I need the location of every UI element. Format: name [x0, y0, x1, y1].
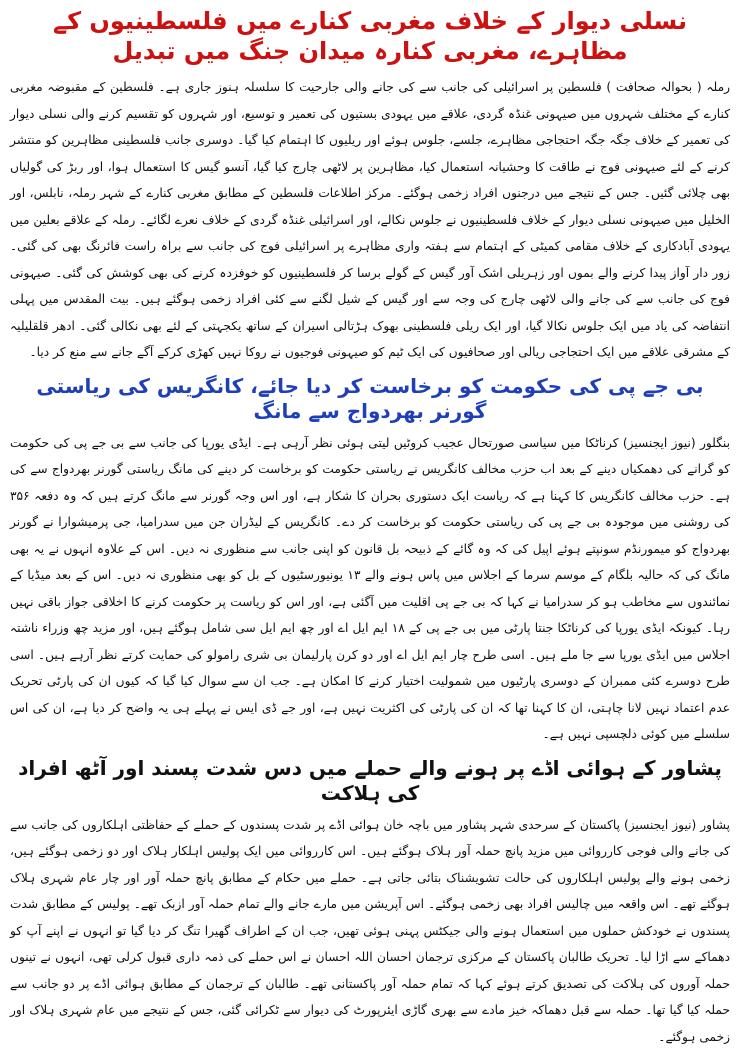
article-body: بنگلور (نیوز ایجنسیز) کرناٹکا میں سیاسی صورتحال عجیب کروٹیں لیتی ہوئی نظر آرہی ہے۔ ایڈی یورپا کی جانب سے بی جے پی کی حکومت کو گرانے کی دھمکیاں دینے کے بعد اب حزب مخالف کانگریس نے ریاستی حکومت کو برخاست کر دینے کی مانگ ریاستی گورنر بھردواج سے کی ہے۔ حزب مخالف کانگریس کا کہنا ہے کہ ریاست ایک دستوری بحران کا شکار ہے، اور اس وجہ گورنر سے مانگ کرتے ہیں کہ وہ دفعہ ۳۵۶ کی روشنی میں موجودہ بی جے پی کی ریاستی حکومت کو برخاست کر دے۔ کانگریس کے لیڈران جن میں سدرامیا، جی پرمیشوارا نے گورنر بھردواج کو میمورنڈم سونپتے ہوئے اپیل کی کہ وہ گائے کے ذبیحہ بل قانون کو اپنی جانب سے منظوری نہ دیں۔ اس کے علاوہ انہوں نے یہ بھی مانگ کی کہ حالیہ بلگام کے موسم سرما کے اجلاس میں پاس ہونے والے ۱۳ یونیورسٹیوں کے بل کو بھی منظوری نہ دیں۔ اس کے بعد میڈیا کے نمائندوں سے مخاطب ہو کر سدرامیا نے کہا کہ بی جے پی اقلیت میں آگئی ہے، اور اس کو ریاست پر حکومت کرنے کا اخلاقی جواز باقی نہیں رہا۔ کیونکہ ایڈی یورپا کی کرناٹکا جنتا پارٹی میں بی جے پی کے ۱۸ ایم ایل اے اور چھ ایم ایل سی شامل ہوگئے ہیں، اور مزید چھ وزراء ناشتہ اجلاس میں ایڈی یورپا سے جا ملے ہیں۔ اسی طرح چار ایم ایل اے اور دو کرن پارلیمان بی شری رامولو کی حمایت کرتے نظر آرہے ہیں۔ اسی طرح دوسرے کئی ممبران کے دوسری پارٹیوں میں شمولیت اختیار کرنے کا امکان ہے۔ جب ان سے سوال کیا گیا کہ کیوں ان کی پارٹی تحریک عدم اعتماد نہیں لانا چاہتی، ان کا کہنا تھا کہ ان کی پارٹی کی اکثریت نہیں ہے، اور جے ڈی ایس نے پہلے ہی یہ واضح کر دیا ہے، ان کی اس سلسلے میں کوئی دلچسپی نہیں ہے۔ — [10, 430, 730, 748]
article-headline: نسلی دیوار کے خلاف مغربی کنارے میں فلسطینیوں کے مظاہرے، مغربی کنارہ میدان جنگ میں تبدیل — [10, 4, 730, 70]
article-headline: بی جے پی کی حکومت کو برخاست کر دیا جائے، کانگریس کی ریاستی گورنر بھردواج سے مانگ — [10, 366, 730, 430]
article-karnataka-congress — [10, 366, 730, 748]
article-peshawar-airport-attack — [10, 748, 730, 1050]
article-body: رملہ ( بحوالہ صحافت ) فلسطین پر اسرائیلی کی جانب سے کی جانے والی جارحیت کا سلسلہ ہنوز جاری ہے۔ فلسطین کے مقبوضہ مغربی کنارے کے مختلف شہروں میں صیہونی غنڈہ گردی، علاقے میں یہودی بستیوں کی تعمیر و توسیع، اور شہروں کو تقسیم کرنے والی نسلی دیوار کی تعمیر کے خلاف جگہ جگہ احتجاجی مظاہرے، جلسے، جلوس ہوئے اور ریلیوں کا اہتمام کیا گیا۔ دوسری جانب فلسطینی مظاہرین کو منتشر کرنے کے لئے صیہونی فوج نے طاقت کا وحشیانہ استعمال کیا، مظاہرین پر لاٹھی چارج کیا گیا، آنسو گیس کا استعمال ہوا، اور ربڑ کی گولیاں بھی چلائی گئیں۔ جس کے نتیجے میں درجنوں افراد زخمی ہوگئے۔ مرکز اطلاعات فلسطین کے مطابق مغربی کنارے کے شہر رملہ، نابلس، اور الخلیل میں صیہونی نسلی دیوار کے خلاف فلسطینیوں نے جلوس نکالے، اور اسرائیلی غنڈہ گردی کے خلاف نعرے لگائے۔ رملہ کے علاقے بعلین میں یہودی آبادکاری کے خلاف مقامی کمیٹی کے اہتمام سے ہفتہ واری مظاہرے پر اسرائیلی فوج کی جانب سے براہ راست فائرنگ بھی کی گئی۔ زور دار آواز پیدا کرنے والے بموں اور زہریلی اشک آور گیس کے گولے برسا کر فلسطینیوں کو خوفزدہ کرنے کی بھی کوشش کی گئی۔ صیہونی فوج کی جانب سے کی جانے والی لاٹھی چارج کی وجہ سے اور گیس کے شیل لگنے سے کئی افراد زخمی ہوگئے ہیں۔ بیت المقدس میں پہلی انتفاضہ کی یاد میں ایک جلوس نکالا گیا، اور ایک ریلی فلسطینی بھوک ہڑتالی اسیران کے ساتھ یکجہتی کے لئے بھی نکالی گئی۔ ادھر قلقلیلیہ کے مشرقی علاقے میں ایک احتجاجی ریالی اور صحافیوں کی ایک ٹیم کو صیہونی فوجیوں نے روکا نہیں کھڑی کرکے آگے جانے سے منع کر دیا۔ — [10, 74, 730, 366]
article-body: پشاور (نیوز ایجنسیز) پاکستان کے سرحدی شہر پشاور میں باچہ خان ہوائی اڈے پر شدت پسندوں کے حملے کے حفاظتی اہلکاروں کی جانب سے کی جانے والی فوجی کارروائی میں مزید پانچ حملہ آور ہلاک ہوگئے ہیں۔ اس کارروائی میں ایک پولیس اہلکار ہلاک اور دو زخمی ہوگئے ہیں، زخمی ہونے والے پولیس اہلکاروں کی حالت تشویشناک بتائی جاتی ہے۔ حملے میں حکام کے مطابق پانچ حملہ آور اور چار عام شہری ہلاک ہوگئے تھے۔ اس واقعہ میں چالیس افراد بھی زخمی ہوگئے۔ اس آپریشن میں مارے جانے والے تمام حملہ آور ازبک تھے۔ پولیس کے مطابق شدت پسندوں نے خودکش حملوں میں استعمال ہونے والی جیکٹس پہنی ہوئی تھیں، جب ان کے اطراف گھیرا تنگ کر دیا گیا تو انہوں نے اپنے آپ کو دھماکے سے اڑا لیا۔ تحریک طالبان پاکستان کے مرکزی ترجمان احسان اللہ احسان نے اس حملے کی ذمہ داری قبول کرلی تھی، انہوں نے تینوں حملہ آوروں کی ہلاکت کی تصدیق کرتے ہوئے کہا کہ تمام حملہ آور پاکستانی تھے۔ طالبان کے ترجمان کے مطابق ہوائی اڈے پر دو جانب سے حملہ کیا گیا تھا۔ حملہ سے قبل دھماکہ خیز مادے سے بھری گاڑی ایئرپورٹ کی دیوار سے ٹکرائی گئی، جس کے نتیجے میں عام شہری ہلاک اور زخمی ہوگئے۔ — [10, 812, 730, 1050]
article-west-bank-protests — [10, 4, 730, 366]
article-headline: پشاور کے ہوائی اڈے پر ہونے والے حملے میں دس شدت پسند اور آٹھ افراد کی ہلاکت — [10, 748, 730, 812]
